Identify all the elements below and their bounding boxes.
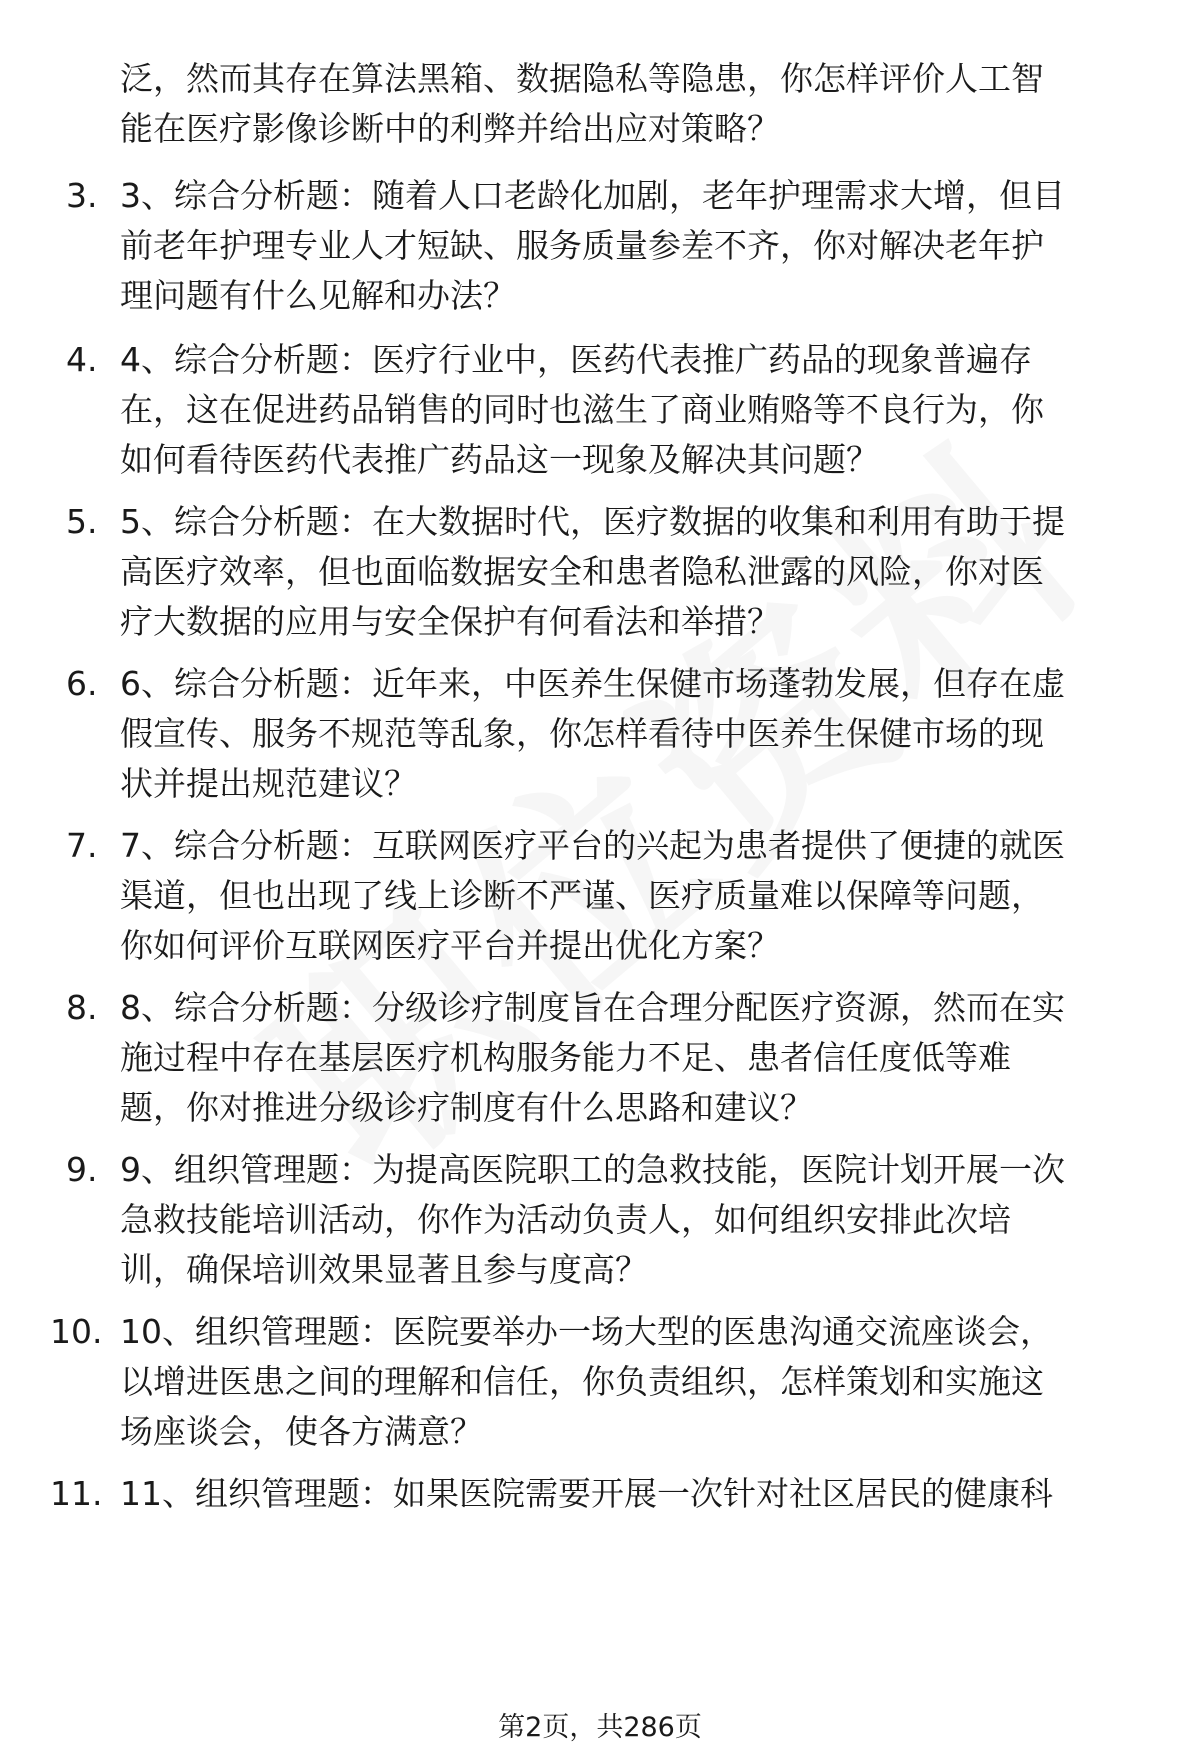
item-number: 3. [66, 176, 98, 215]
item-number: 9. [66, 1150, 98, 1189]
text-line: 训，确保培训效果显著且参与度高？ [120, 1250, 648, 1289]
item-number: 7. [66, 826, 98, 865]
text-line: 4、综合分析题：医疗行业中，医药代表推广药品的现象普遍存 [120, 340, 1032, 379]
text-line: 疗大数据的应用与安全保护有何看法和举措？ [120, 602, 780, 641]
text-line: 前老年护理专业人才短缺、服务质量参差不齐，你对解决老年护 [120, 226, 1044, 265]
text-line: 11、组织管理题：如果医院需要开展一次针对社区居民的健康科 [120, 1474, 1053, 1513]
item-number: 10. [50, 1312, 103, 1351]
text-line: 你如何评价互联网医疗平台并提出优化方案？ [120, 926, 780, 965]
text-line: 假宣传、服务不规范等乱象，你怎样看待中医养生保健市场的现 [120, 714, 1044, 753]
text-line: 急救技能培训活动，你作为活动负责人，如何组织安排此次培 [120, 1200, 1011, 1239]
text-line: 如何看待医药代表推广药品这一现象及解决其问题？ [120, 440, 879, 479]
text-line: 9、组织管理题：为提高医院职工的急救技能，医院计划开展一次 [120, 1150, 1065, 1189]
text-line: 状并提出规范建议？ [120, 764, 417, 803]
text-line: 题，你对推进分级诊疗制度有什么思路和建议？ [120, 1088, 813, 1127]
text-line: 理问题有什么见解和办法？ [120, 276, 516, 315]
text-line: 高医疗效率，但也面临数据安全和患者隐私泄露的风险，你对医 [120, 552, 1044, 591]
text-line: 7、综合分析题：互联网医疗平台的兴起为患者提供了便捷的就医 [120, 826, 1065, 865]
text-line: 3、综合分析题：随着人口老龄化加剧，老年护理需求大增，但目 [120, 176, 1065, 215]
text-line: 渠道，但也出现了线上诊断不严谨、医疗质量难以保障等问题， [120, 876, 1044, 915]
text-line: 泛，然而其存在算法黑箱、数据隐私等隐患，你怎样评价人工智 [120, 59, 1044, 98]
item-number: 4. [66, 340, 98, 379]
item-number: 6. [66, 664, 98, 703]
text-line: 10、组织管理题：医院要举办一场大型的医患沟通交流座谈会， [120, 1312, 1053, 1351]
text-line: 8、综合分析题：分级诊疗制度旨在合理分配医疗资源，然而在实 [120, 988, 1065, 1027]
text-line: 6、综合分析题：近年来，中医养生保健市场蓬勃发展，但存在虚 [120, 664, 1065, 703]
text-line: 场座谈会，使各方满意？ [120, 1412, 483, 1451]
item-number: 5. [66, 502, 98, 541]
page-footer: 第2页，共286页 [498, 1712, 702, 1743]
item-number: 8. [66, 988, 98, 1027]
text-line: 5、综合分析题：在大数据时代，医疗数据的收集和利用有助于提 [120, 502, 1065, 541]
text-line: 以增进医患之间的理解和信任，你负责组织，怎样策划和实施这 [120, 1362, 1044, 1401]
text-line: 在，这在促进药品销售的同时也滋生了商业贿赂等不良行为，你 [120, 390, 1044, 429]
text-line: 施过程中存在基层医疗机构服务能力不足、患者信任度低等难 [120, 1038, 1011, 1077]
item-number: 11. [50, 1474, 103, 1513]
text-line: 能在医疗影像诊断中的利弊并给出应对策略？ [120, 109, 780, 148]
